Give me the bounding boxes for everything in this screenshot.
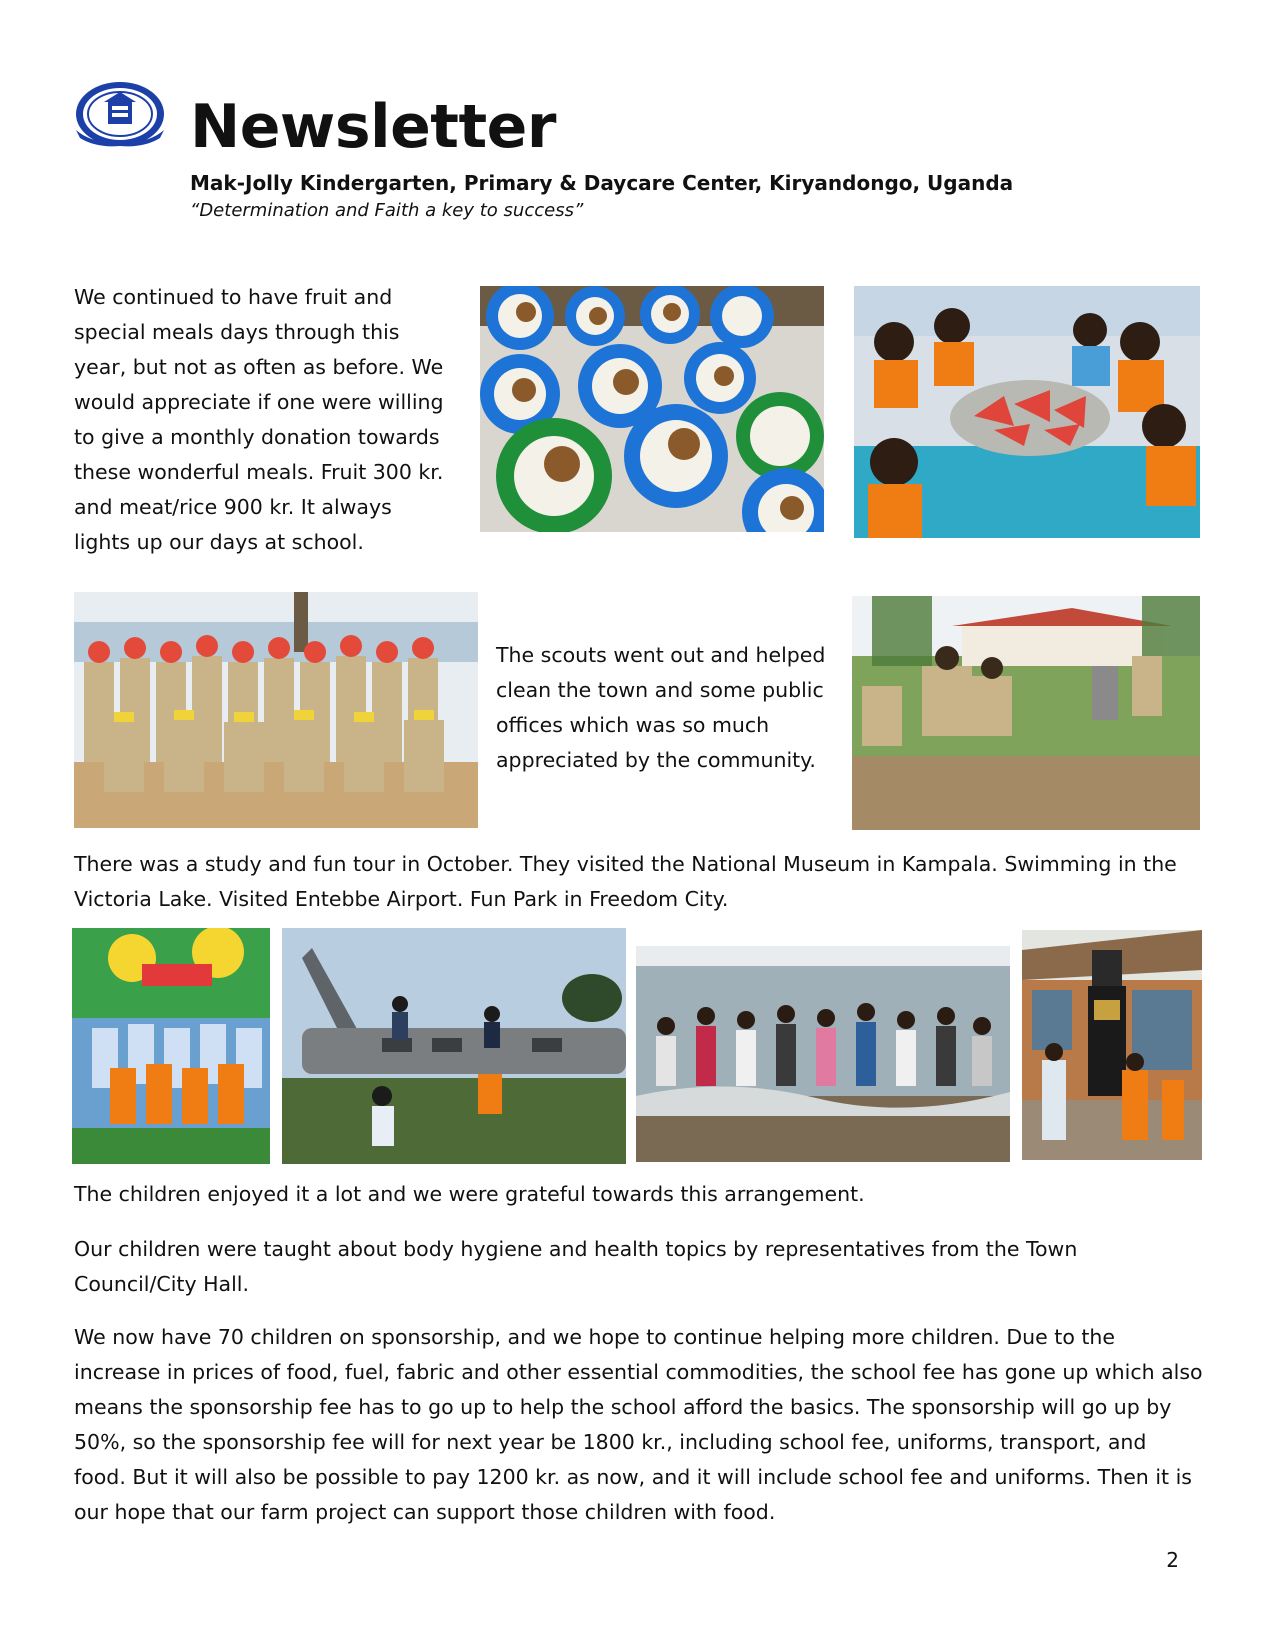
school-motto: “Determination and Faith a key to success”	[190, 200, 584, 221]
entebbe-airport-photo	[282, 928, 626, 1164]
school-name: Mak-Jolly Kindergarten, Primary & Daycare Center, Kiryandongo, Uganda	[190, 171, 1014, 195]
page-number: 2	[1166, 1548, 1179, 1572]
newsletter-title: Newsletter	[190, 92, 556, 162]
hygiene-paragraph: Our children were taught about body hygiene and health topics by representatives from the Town Council/City Hall.	[74, 1237, 1078, 1296]
school-logo	[74, 80, 166, 148]
watermelon-photo	[854, 286, 1200, 538]
meals-plates-photo	[480, 286, 824, 532]
tour-paragraph: There was a study and fun tour in October. They visited the National Museum in Kampala. Swimming in the Victoria Lake. Visited Entebbe Airport. Fun Park in Freedom City.	[74, 852, 1177, 911]
scouts-cleaning-photo	[852, 596, 1200, 830]
national-museum-photo	[1022, 930, 1202, 1160]
victoria-lake-photo	[636, 946, 1010, 1162]
meals-paragraph: We continued to have fruit and special meals days through this year, but not as often as before. We would appreciate if one were willing to give a monthly donation towards these wonderful meals. Fruit 300 kr. and meat/rice 900 kr. It always lights up our days at school.	[74, 285, 444, 554]
enjoyed-paragraph: The children enjoyed it a lot and we were grateful towards this arrangement.	[74, 1182, 865, 1206]
sponsorship-paragraph: We now have 70 children on sponsorship, and we hope to continue helping more children. Due to the increase in prices of food, fuel, fabric and other essential commodities, the school fee has gone up which also means the sponsorship fee has to go up to help the school afford the basics. The sponsorship will go up by 50%, so the sponsorship fee will for next year be 1800 kr., including school fee, uniforms, transport, and food. But it will also be possible to pay 1200 kr. as now, and it will include school fee and uniforms. Then it is our hope that our farm project can support those children with food.	[74, 1325, 1203, 1524]
scouts-group-photo	[74, 592, 478, 828]
freedom-city-photo	[72, 928, 270, 1164]
scouts-paragraph: The scouts went out and helped clean the town and some public offices which was so much appreciated by the community.	[496, 643, 826, 772]
